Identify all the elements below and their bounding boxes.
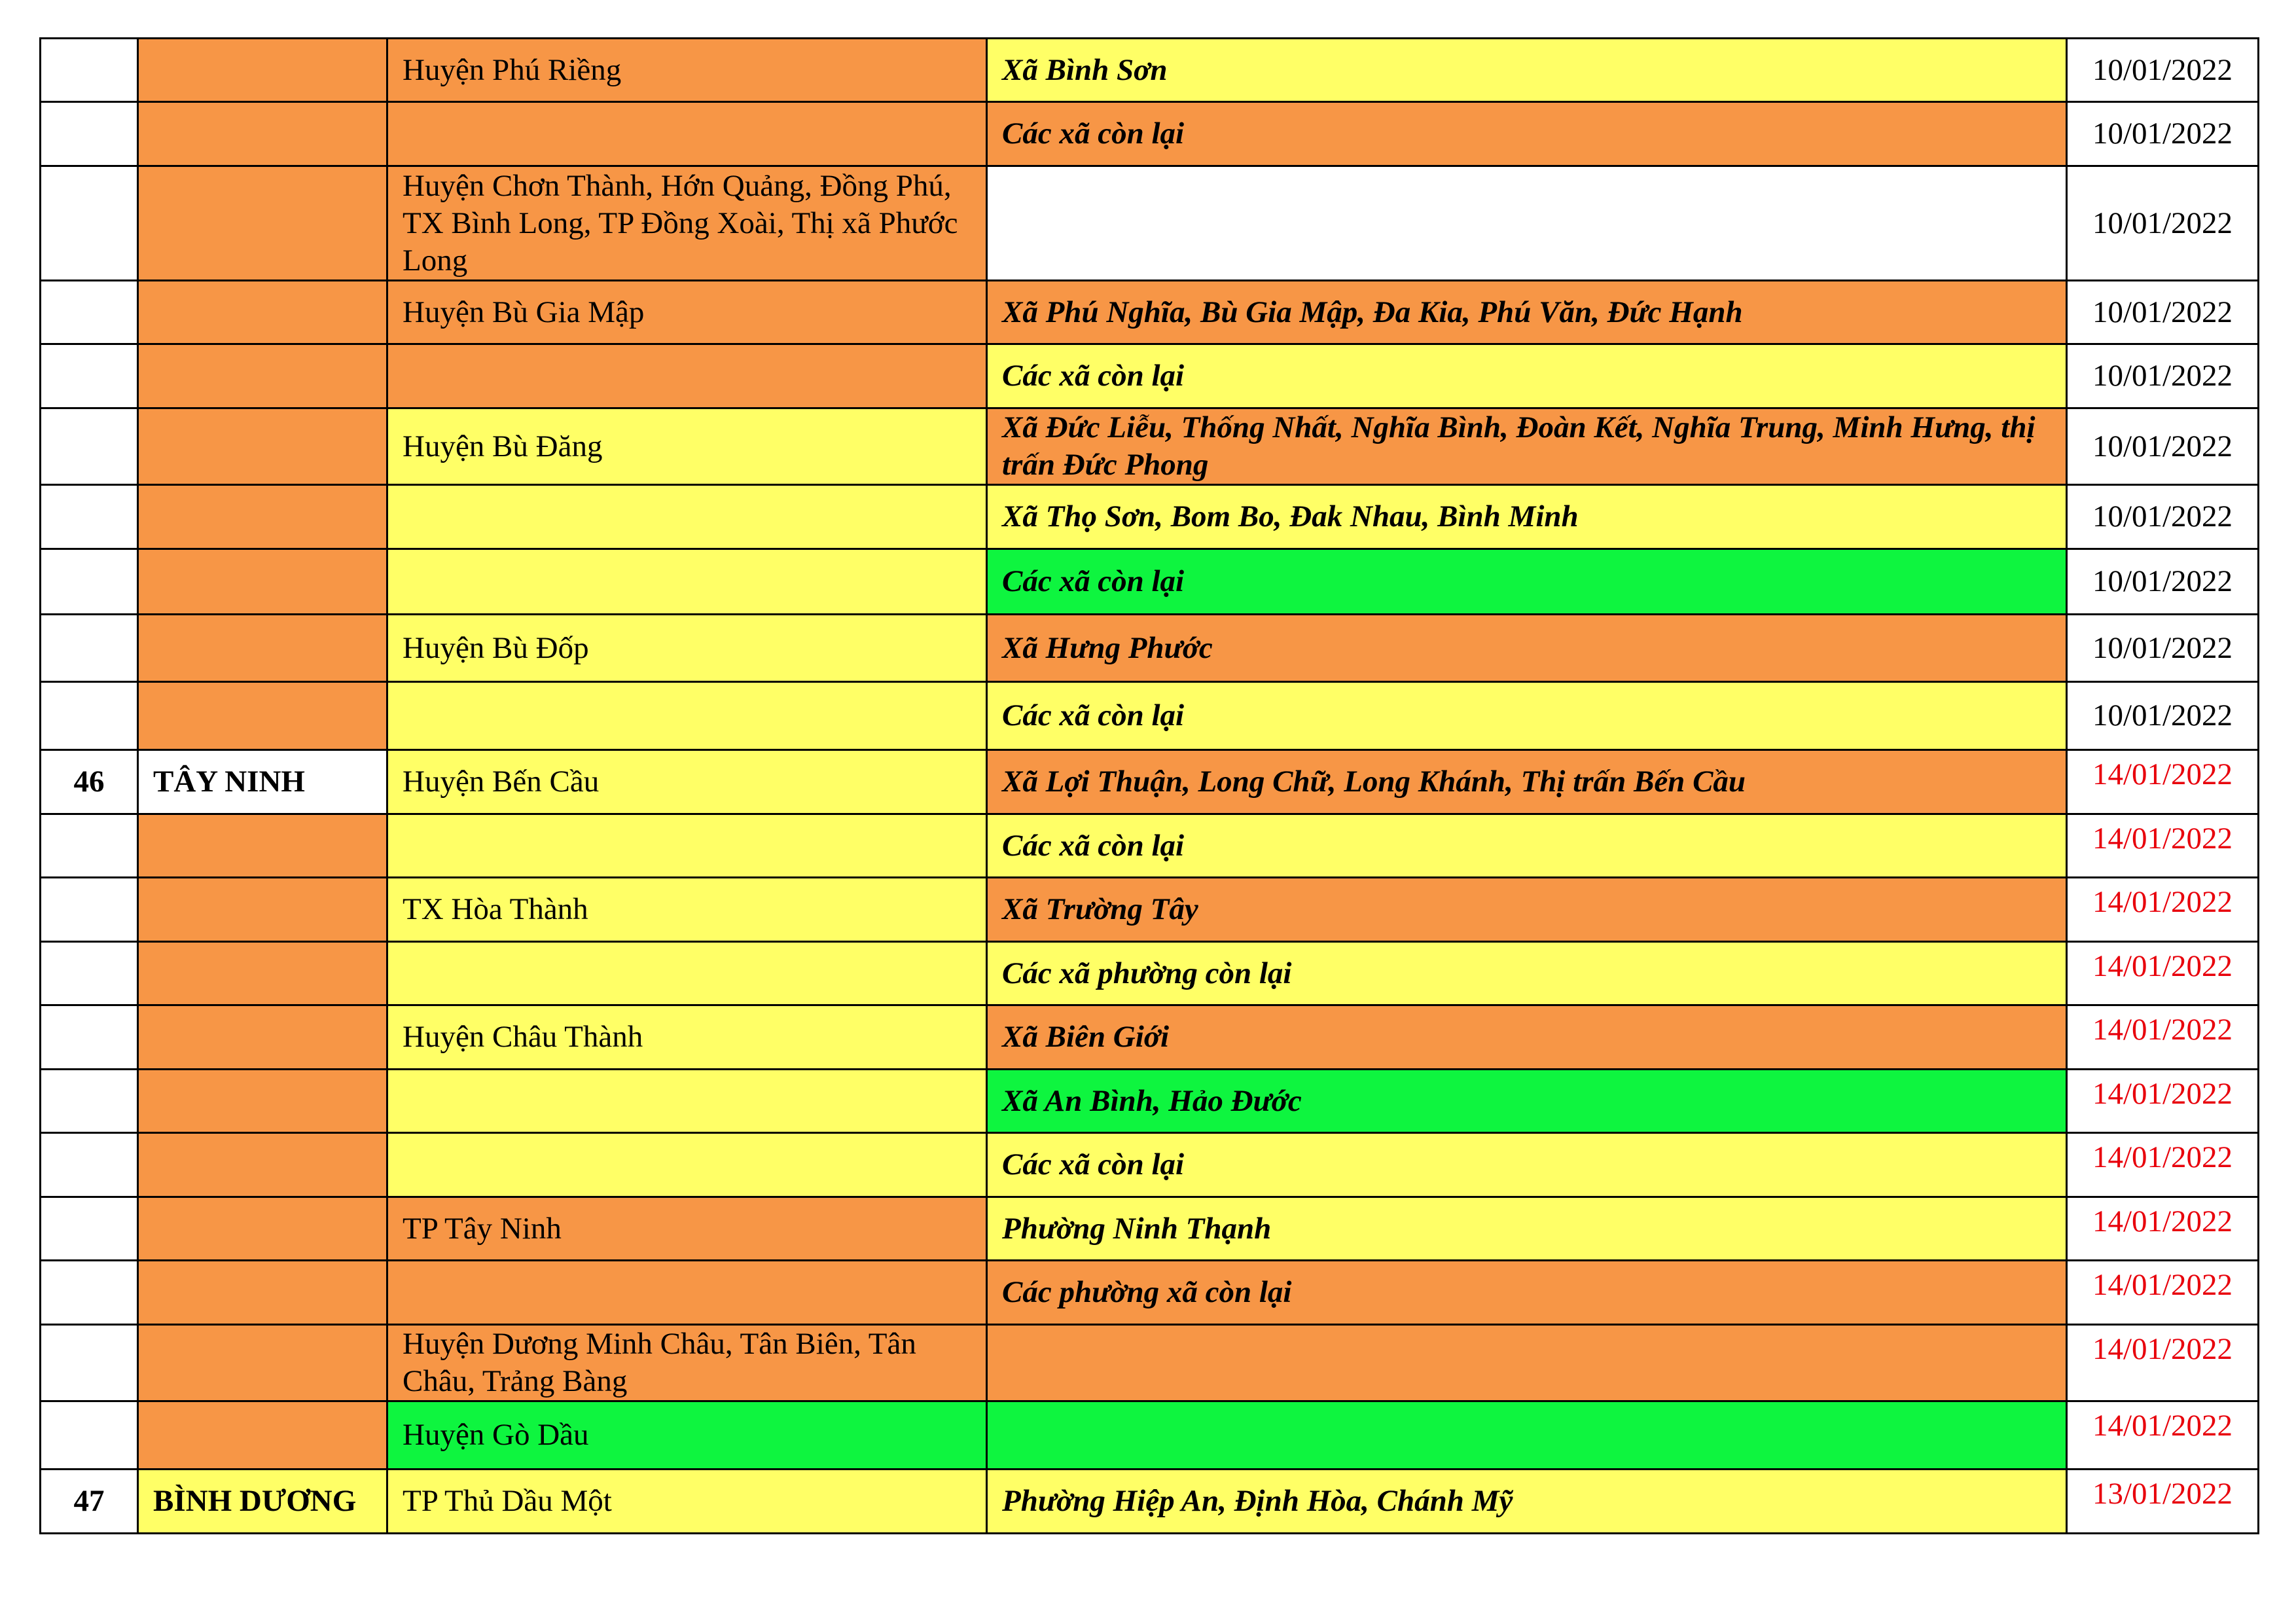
stt-cell [41,814,138,878]
date-cell: 14/01/2022 [2067,1005,2259,1070]
table-row [41,39,2259,102]
province-cell [138,1133,387,1197]
province-cell [138,878,387,942]
ward-cell: Các xã còn lại [987,344,2067,408]
province-cell [138,682,387,750]
table-row [41,1197,2259,1261]
ward-cell: Các xã còn lại [987,814,2067,878]
district-cell [387,549,987,615]
stt-cell [41,549,138,615]
district-cell: Huyện Châu Thành [387,1005,987,1070]
date-cell: 10/01/2022 [2067,408,2259,485]
province-cell [138,942,387,1005]
province-cell [138,344,387,408]
table-row [41,102,2259,166]
date-cell: 10/01/2022 [2067,166,2259,281]
date-cell: 13/01/2022 [2067,1470,2259,1534]
date-cell: 14/01/2022 [2067,750,2259,814]
covid-level-table [39,37,2259,1534]
district-cell: TP Tây Ninh [387,1197,987,1261]
stt-cell [41,1401,138,1470]
date-cell: 14/01/2022 [2067,878,2259,942]
ward-cell: Các xã còn lại [987,1133,2067,1197]
stt-cell [41,408,138,485]
district-cell: Huyện Gò Dầu [387,1401,987,1470]
date-cell: 14/01/2022 [2067,814,2259,878]
district-cell: TX Hòa Thành [387,878,987,942]
date-cell: 14/01/2022 [2067,942,2259,1005]
province-cell [138,102,387,166]
district-cell: Huyện Phú Riềng [387,39,987,102]
province-cell [138,1070,387,1133]
district-cell: Huyện Bến Cầu [387,750,987,814]
district-cell: Huyện Bù Đốp [387,615,987,682]
table-body [41,39,2259,1534]
table-row [41,1005,2259,1070]
district-cell: Huyện Bù Đăng [387,408,987,485]
ward-cell: Xã Phú Nghĩa, Bù Gia Mập, Đa Kia, Phú Văn, Đức Hạnh [987,281,2067,344]
province-cell [138,1325,387,1401]
date-cell: 10/01/2022 [2067,102,2259,166]
ward-cell [987,1325,2067,1401]
district-cell [387,814,987,878]
ward-cell: Xã Đức Liễu, Thống Nhất, Nghĩa Bình, Đoàn Kết, Nghĩa Trung, Minh Hưng, thị trấn Đức Phong [987,408,2067,485]
province-cell [138,39,387,102]
stt-cell [41,166,138,281]
date-cell: 14/01/2022 [2067,1325,2259,1401]
district-cell [387,1261,987,1325]
district-cell [387,942,987,1005]
province-cell: BÌNH DƯƠNG [138,1470,387,1534]
ward-cell: Phường Hiệp An, Định Hòa, Chánh Mỹ [987,1470,2067,1534]
date-cell: 14/01/2022 [2067,1261,2259,1325]
province-cell [138,408,387,485]
date-cell: 14/01/2022 [2067,1070,2259,1133]
date-cell: 10/01/2022 [2067,615,2259,682]
ward-cell [987,1401,2067,1470]
stt-cell [41,39,138,102]
province-cell [138,166,387,281]
stt-cell: 46 [41,750,138,814]
district-cell [387,1070,987,1133]
ward-cell: Xã Hưng Phước [987,615,2067,682]
ward-cell: Xã Thọ Sơn, Bom Bo, Đak Nhau, Bình Minh [987,485,2067,549]
table-row [41,682,2259,750]
province-cell [138,1401,387,1470]
ward-cell: Phường Ninh Thạnh [987,1197,2067,1261]
province-cell [138,485,387,549]
stt-cell [41,682,138,750]
ward-cell: Các xã còn lại [987,549,2067,615]
district-cell: Huyện Dương Minh Châu, Tân Biên, Tân Châu, Trảng Bàng [387,1325,987,1401]
date-cell: 10/01/2022 [2067,549,2259,615]
stt-cell [41,1197,138,1261]
table-row [41,615,2259,682]
ward-cell: Các xã phường còn lại [987,942,2067,1005]
province-cell [138,615,387,682]
district-cell [387,682,987,750]
table-row [41,942,2259,1005]
table-row [41,549,2259,615]
table-row [41,1070,2259,1133]
stt-cell: 47 [41,1470,138,1534]
table-row [41,878,2259,942]
table-row [41,166,2259,281]
province-cell [138,281,387,344]
district-cell: TP Thủ Dầu Một [387,1470,987,1534]
table-row [41,344,2259,408]
date-cell: 10/01/2022 [2067,39,2259,102]
table-row [41,750,2259,814]
stt-cell [41,1133,138,1197]
stt-cell [41,615,138,682]
district-cell [387,1133,987,1197]
province-cell [138,814,387,878]
table-row [41,1401,2259,1470]
stt-cell [41,878,138,942]
ward-cell: Các xã còn lại [987,682,2067,750]
date-cell: 10/01/2022 [2067,682,2259,750]
table-row [41,408,2259,485]
stt-cell [41,281,138,344]
table-row [41,1325,2259,1401]
ward-cell: Xã Trường Tây [987,878,2067,942]
date-cell: 14/01/2022 [2067,1133,2259,1197]
date-cell: 10/01/2022 [2067,344,2259,408]
ward-cell: Các xã còn lại [987,102,2067,166]
province-cell [138,1005,387,1070]
district-cell [387,485,987,549]
table-row [41,1261,2259,1325]
ward-cell: Các phường xã còn lại [987,1261,2067,1325]
province-cell [138,1261,387,1325]
ward-cell: Xã Biên Giới [987,1005,2067,1070]
ward-cell: Xã Lợi Thuận, Long Chữ, Long Khánh, Thị trấn Bến Cầu [987,750,2067,814]
table-row [41,1133,2259,1197]
ward-cell [987,166,2067,281]
stt-cell [41,344,138,408]
province-cell [138,1197,387,1261]
stt-cell [41,1070,138,1133]
stt-cell [41,1325,138,1401]
ward-cell: Xã Bình Sơn [987,39,2067,102]
stt-cell [41,1261,138,1325]
district-cell: Huyện Chơn Thành, Hớn Quảng, Đồng Phú, TX Bình Long, TP Đồng Xoài, Thị xã Phước Long [387,166,987,281]
stt-cell [41,1005,138,1070]
table-row [41,281,2259,344]
stt-cell [41,942,138,1005]
table-row [41,485,2259,549]
table-row [41,1470,2259,1534]
district-cell [387,344,987,408]
table-row [41,814,2259,878]
district-cell: Huyện Bù Gia Mập [387,281,987,344]
date-cell: 10/01/2022 [2067,281,2259,344]
date-cell: 14/01/2022 [2067,1197,2259,1261]
date-cell: 10/01/2022 [2067,485,2259,549]
stt-cell [41,102,138,166]
province-cell [138,549,387,615]
stt-cell [41,485,138,549]
date-cell: 14/01/2022 [2067,1401,2259,1470]
district-cell [387,102,987,166]
ward-cell: Xã An Bình, Hảo Đước [987,1070,2067,1133]
province-cell: TÂY NINH [138,750,387,814]
